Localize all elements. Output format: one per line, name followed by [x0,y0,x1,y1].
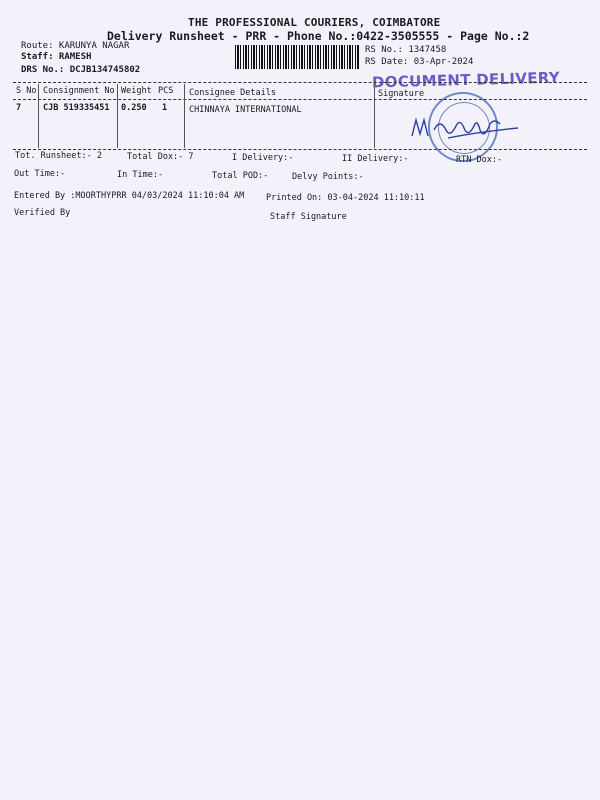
rs-date: RS Date: 03-Apr-2024 [365,57,474,67]
rtn-dox: RTN Dox:- [456,155,503,165]
col-divider [374,84,375,148]
signature-mark [408,108,528,148]
row-consignee: CHINNAYA INTERNATIONAL [189,105,302,115]
entered-by: Entered By :MOORTHYPRR 04/03/2024 11:10:04 AM [14,191,245,201]
header-pcs: PCS [158,86,174,96]
col-divider [184,84,185,148]
ii-delivery: II Delivery:- [342,154,409,164]
out-time: Out Time:- [14,169,66,179]
printed-on: Printed On: 03-04-2024 11:10:11 [266,193,425,203]
runsheet-title: Delivery Runsheet - PRR - Phone No.:0422-3505555 - Page No.:2 [107,29,530,43]
rs-number: RS No.: 1347458 [365,45,447,55]
in-time: In Time:- [117,170,164,180]
i-delivery: I Delivery:- [232,153,294,163]
staff-signature: Staff Signature [270,212,347,222]
company-name: THE PROFESSIONAL COURIERS, COIMBATORE [188,16,441,29]
total-pod: Total POD:- [212,171,269,181]
row-pcs: 1 [162,103,168,113]
tot-runsheet: Tot. Runsheet:- 2 [15,151,102,161]
drs-number: DRS No.: DCJB134745802 [21,65,141,75]
table-bottom-rule [13,149,587,150]
document-delivery-stamp: DOCUMENT DELIVERY [371,68,561,92]
row-consignment: CJB 519335451 [43,103,110,113]
row-sno: 7 [16,103,22,113]
row-weight: 0.250 [121,103,147,113]
barcode [235,45,360,69]
total-dox: Total Dox:- 7 [127,152,194,162]
table-top-rule [13,82,587,83]
delvy-points: Delvy Points:- [292,172,364,182]
route-label: Route: KARUNYA NAGAR [21,41,130,51]
header-sno: S No [16,86,37,96]
header-consignment: Consignment No [43,86,115,96]
staff-label: Staff: RAMESH [21,52,92,62]
verified-by: Verified By [14,208,71,218]
col-divider [117,84,118,148]
col-divider [38,84,39,148]
table-header-rule [13,99,587,100]
header-weight: Weight [121,86,152,96]
header-consignee: Consignee Details [189,88,276,98]
header-signature: Signature [378,89,425,99]
